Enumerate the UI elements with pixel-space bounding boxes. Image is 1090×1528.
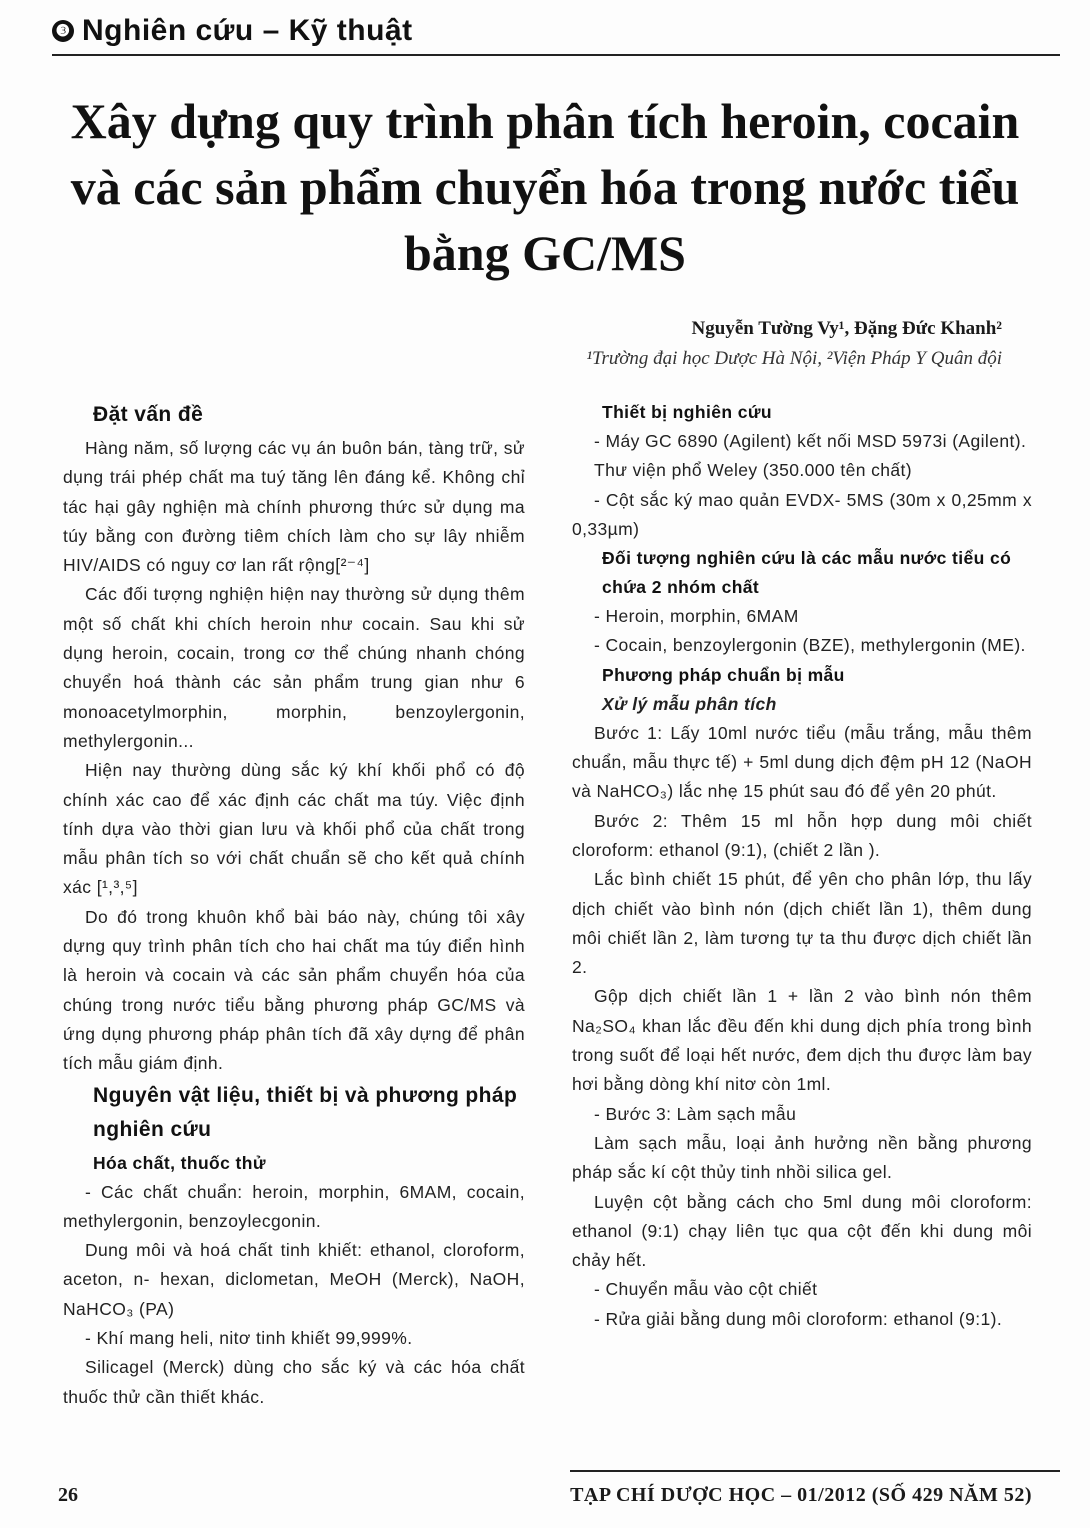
paragraph: Do đó trong khuôn khổ bài báo này, chúng tôi xây dựng quy trình phân tích cho hai chất ma túy điển hình là heroin và cocain và các sản phẩm chuyển hóa của chúng trong nước tiểu bằng phương pháp GC/MS và ứng dụng phương pháp phân tích đã xây dựng để phân tích mẫu giám định.: [63, 906, 525, 1074]
section-label: Nghiên cứu – Kỹ thuật: [82, 14, 413, 47]
section-heading: Đặt vấn đề: [93, 403, 204, 426]
paragraph: - Chuyển mẫu vào cột chiết: [594, 1279, 818, 1300]
authors: Nguyễn Tường Vy¹, Đặng Đức Khanh²: [691, 318, 1002, 339]
journal-citation: TẠP CHÍ DƯỢC HỌC – 01/2012 (SỐ 429 NĂM 52): [570, 1484, 1032, 1506]
paragraph: - Bước 3: Làm sạch mẫu: [594, 1103, 797, 1124]
header-rule: [52, 54, 1060, 56]
section-heading: Nguyên vật liệu, thiết bị và phương pháp nghiên cứu: [93, 1083, 518, 1141]
paragraph: - Các chất chuẩn: heroin, morphin, 6MAM, cocain, methylergonin, benzoylecgonin.: [63, 1181, 525, 1231]
paragraph: Thư viện phổ Weley (350.000 tên chất): [594, 460, 913, 481]
paragraph: - Khí mang heli, nitơ tinh khiết 99,999%.: [85, 1328, 413, 1349]
paragraph: - Cocain, benzoylergonin (BZE), methylergonin (ME).: [594, 635, 1026, 656]
paragraph: Dung môi và hoá chất tinh khiết: ethanol, cloroform, aceton, n- hexan, diclometan, MeOH (Merck), NaOH, NaHCO₃ (PA): [63, 1240, 525, 1319]
footer-rule: [570, 1470, 1060, 1472]
paragraph: Silicagel (Merck) dùng cho sắc ký và các hóa chất thuốc thử cần thiết khác.: [63, 1357, 525, 1407]
paragraph: Lắc bình chiết 15 phút, để yên cho phân lớp, thu lấy dịch chiết vào bình nón (dịch chiết lần 1), thêm dung môi chiết lần 2, làm tương tự ta thu được dịch chiết lần 2.: [572, 869, 1032, 978]
paragraph: - Máy GC 6890 (Agilent) kết nối MSD 5973i (Agilent).: [594, 431, 1027, 451]
affiliations: ¹Trường đại học Dược Hà Nội, ²Viện Pháp Y Quân đội: [586, 348, 1002, 369]
paragraph: - Cột sắc ký mao quản EVDX- 5MS (30m x 0,25mm x 0,33µm): [572, 489, 1032, 539]
section-heading: Hóa chất, thuốc thử: [93, 1152, 266, 1173]
paragraph: Các đối tượng nghiện hiện nay thường sử dụng thêm một số chất khi chích heroin như cocain. Sau khi sử dụng heroin, cocain, trong cơ thể chúng nhanh chóng chuyển hoá thành các sản phẩm trung gian như 6 monoacetylmorphin, morphin, benzoylergonin, methylergonin...: [63, 584, 525, 751]
paragraph: Luyện cột bằng cách cho 5ml dung môi cloroform: ethanol (9:1) chạy liên tục qua cột đến khi dung môi chảy hết.: [572, 1191, 1032, 1271]
section-heading: Phương pháp chuẩn bị mẫu: [602, 664, 845, 685]
page-number: 26: [58, 1484, 78, 1506]
left-column: [63, 398, 525, 1412]
article-title: Xây dựng quy trình phân tích heroin, cocain và các sản phẩm chuyển hóa trong nước tiểu bằng GC/MS: [70, 93, 1020, 281]
right-column: [572, 398, 1032, 1334]
section-header: [52, 14, 413, 48]
subheading: Xử lý mẫu phân tích: [602, 693, 777, 714]
paragraph: Gộp dịch chiết lần 1 + lần 2 vào bình nón thêm Na₂SO₄ khan lắc đều đến khi dung dịch phía trong bình trong suốt để loại hết nước, đem dịch thu được làm bay hơi bằng dòng khí nitơ còn 1ml.: [572, 986, 1032, 1095]
paragraph: Làm sạch mẫu, loại ảnh hưởng nền bằng phương pháp sắc kí cột thủy tinh nhồi silica gel.: [572, 1132, 1032, 1183]
section-bullet-icon: ❸: [52, 20, 74, 42]
section-heading: Thiết bị nghiên cứu: [602, 402, 772, 422]
paragraph: Bước 1: Lấy 10ml nước tiểu (mẫu trắng, mẫu thêm chuẩn, mẫu thực tế) + 5ml dung dịch đệm pH 12 (NaOH và NaHCO₃) lắc nhẹ 15 phút sau đó để yên 20 phút.: [572, 722, 1032, 802]
section-heading: Đối tượng nghiên cứu là các mẫu nước tiểu có chứa 2 nhóm chất: [602, 548, 1012, 598]
paragraph: Hiện nay thường dùng sắc ký khí khối phổ có độ chính xác cao để xác định các chất ma túy. Việc định tính dựa vào thời gian lưu và khối phổ của chất trong mẫu phân tích so với chất chuẩn sẽ cho kết quả chính xác [¹,³,⁵]: [63, 760, 525, 898]
paragraph: - Heroin, morphin, 6MAM: [594, 606, 799, 627]
paragraph: - Rửa giải bằng dung môi cloroform: ethanol (9:1).: [594, 1308, 1003, 1329]
paragraph: Bước 2: Thêm 15 ml hỗn hợp dung môi chiết cloroform: ethanol (9:1), (chiết 2 lần ).: [572, 810, 1032, 860]
paragraph: Hàng năm, số lượng các vụ án buôn bán, tàng trữ, sử dụng trái phép chất ma tuý tăng lên đáng kể. Không chỉ tác hại gây nghiện mà chính phương thức sử dụng ma túy bằng con đường tiêm chích làm cho sự lây nhiễm HIV/AIDS có nguy cơ lan rất rộng[²⁻⁴]: [63, 438, 525, 576]
